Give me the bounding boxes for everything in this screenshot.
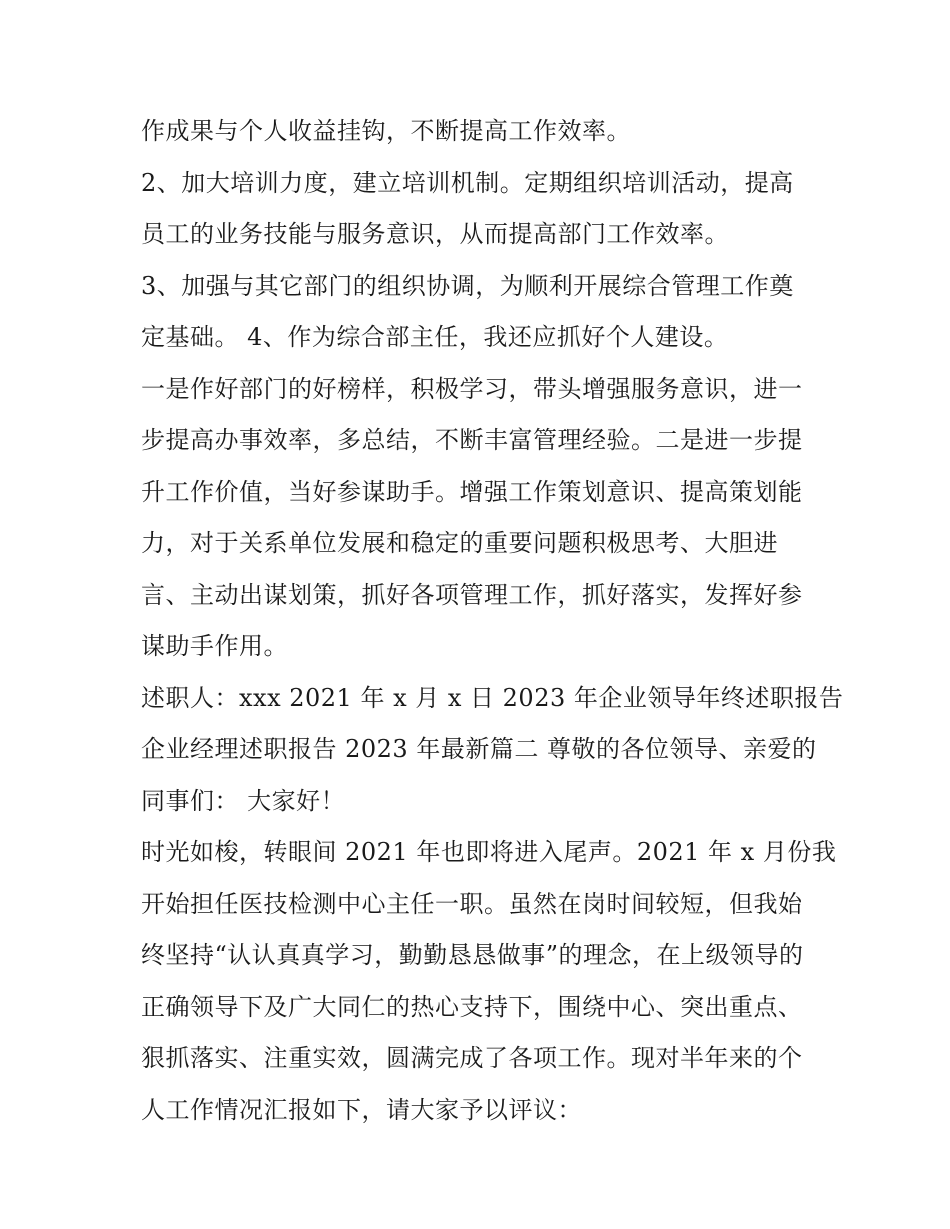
text-line: 力，对于关系单位发展和稳定的重要问题积极思考、大胆进 xyxy=(141,529,778,557)
text-line: 企业经理述职报告 2023 年最新篇二 尊敬的各位领导、亲爱的 xyxy=(141,735,817,763)
text-line: 升工作价值，当好参谋助手。增强工作策划意识、提高策划能 xyxy=(141,477,803,506)
text-line: 同事们： 大家好！ xyxy=(141,786,346,815)
text-line: 一是作好部门的好榜样，积极学习，带头增强服务意识，进一 xyxy=(141,374,803,403)
text-line: 述职人：xxx 2021 年 x 月 x 日 2023 年企业领导年终述职报告 xyxy=(141,683,844,712)
text-line: 言、主动出谋划策，抓好各项管理工作，抓好落实，发挥好参 xyxy=(141,580,803,609)
text-line: 谋助手作用。 xyxy=(141,632,288,660)
text-line: 3、加强与其它部门的组织协调，为顺利开展综合管理工作奠 xyxy=(141,271,794,300)
text-line: 开始担任医技检测中心主任一职。虽然在岗时间较短，但我始 xyxy=(141,889,803,918)
document-body xyxy=(141,106,844,1136)
text-line: 步提高办事效率，多总结，不断丰富管理经验。二是进一步提 xyxy=(141,426,803,454)
text-line: 作成果与个人收益挂钩，不断提高工作效率。 xyxy=(141,117,631,145)
text-line: 终坚持“认认真真学习，勤勤恳恳做事”的理念，在上级领导的 xyxy=(141,941,804,969)
text-line: 正确领导下及广大同仁的热心支持下，围绕中心、突出重点、 xyxy=(141,992,803,1021)
text-line: 狠抓落实、注重实效，圆满完成了各项工作。现对半年来的个 xyxy=(141,1044,803,1072)
text-line: 定基础。 4、作为综合部主任，我还应抓好个人建设。 xyxy=(141,323,729,351)
text-line: 人工作情况汇报如下，请大家予以评议： xyxy=(141,1095,582,1124)
text-line: 2、加大培训力度，建立培训机制。定期组织培训活动，提高 xyxy=(141,168,794,197)
text-line: 员工的业务技能与服务意识，从而提高部门工作效率。 xyxy=(141,220,729,248)
text-line: 时光如梭，转眼间 2021 年也即将进入尾声。2021 年 x 月份我 xyxy=(141,838,837,866)
